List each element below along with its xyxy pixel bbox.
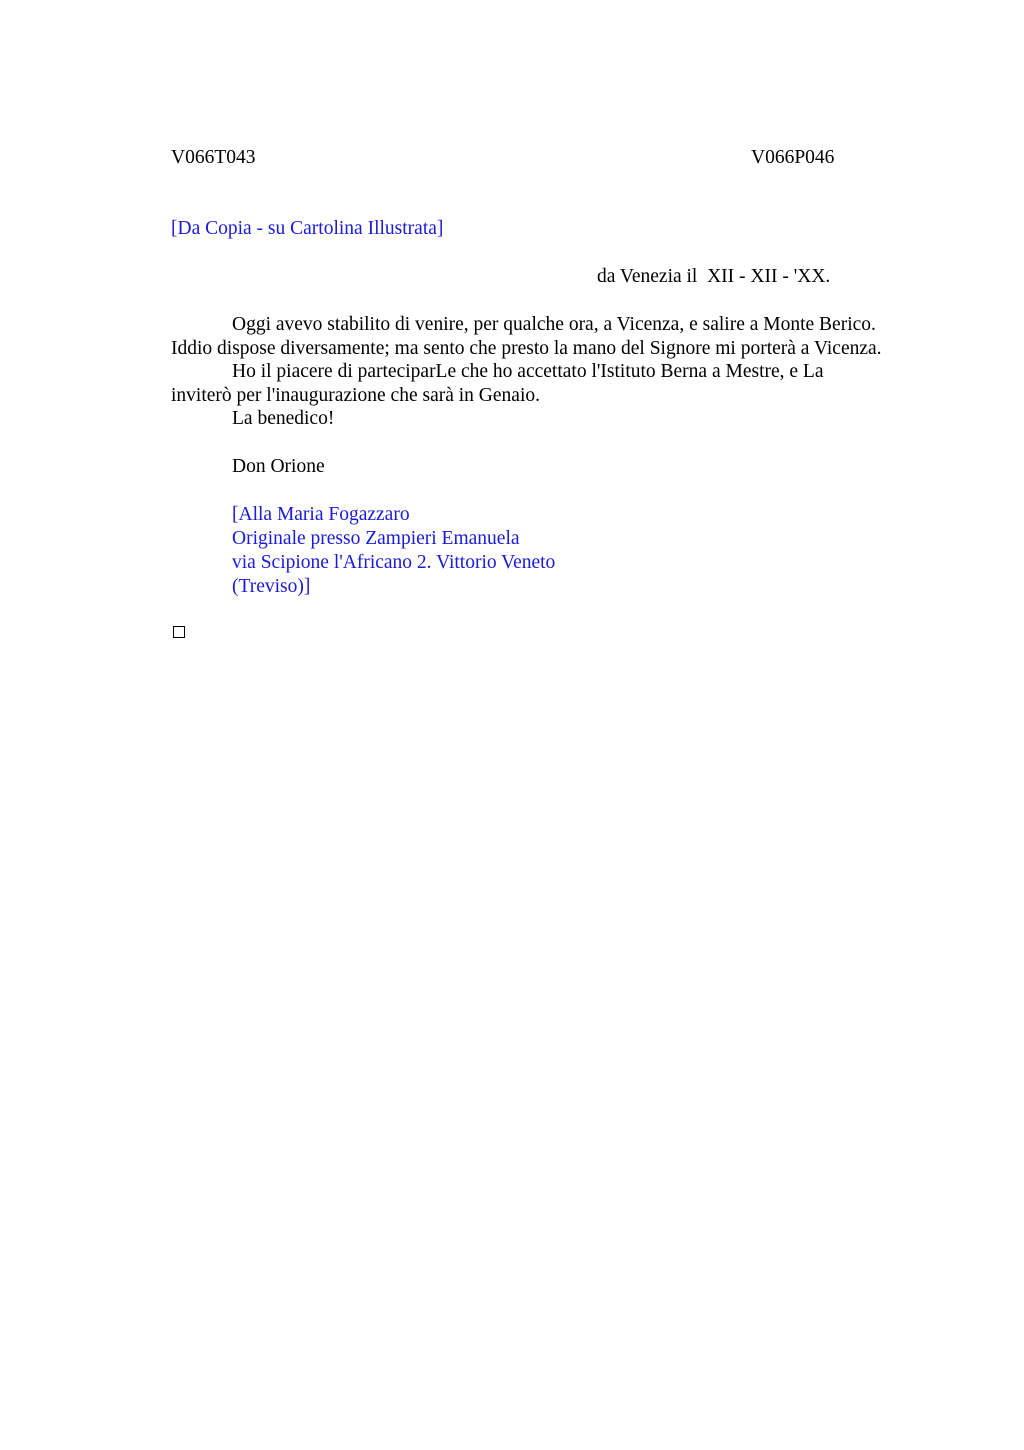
signature: Don Orione — [232, 456, 325, 477]
document-code-left: V066T043 — [171, 147, 256, 168]
dateline: da Venezia il XII - XII - 'XX. — [597, 266, 831, 287]
end-marker-square — [173, 626, 185, 638]
paragraph-2-line-2: inviterò per l'inaugurazione che sarà in Genaio. — [171, 385, 540, 406]
source-note: [Da Copia - su Cartolina Illustrata] — [171, 218, 444, 239]
paragraph-2-line-1: Ho il piacere di parteciparLe che ho accettato l'Istituto Berna a Mestre, e La — [232, 361, 824, 382]
recipient-note-line-1: [Alla Maria Fogazzaro — [232, 504, 410, 525]
recipient-note-line-4: (Treviso)] — [232, 576, 311, 597]
recipient-note-line-2: Originale presso Zampieri Emanuela — [232, 528, 520, 549]
recipient-note-line-3: via Scipione l'Africano 2. Vittorio Veneto — [232, 552, 556, 573]
paragraph-3: La benedico! — [232, 408, 335, 429]
paragraph-1-line-2: Iddio dispose diversamente; ma sento che presto la mano del Signore mi porterà a Vicenza. — [171, 338, 882, 359]
paragraph-1-line-1: Oggi avevo stabilito di venire, per qualche ora, a Vicenza, e salire a Monte Berico. — [232, 314, 876, 335]
document-code-right: V066P046 — [751, 147, 835, 168]
